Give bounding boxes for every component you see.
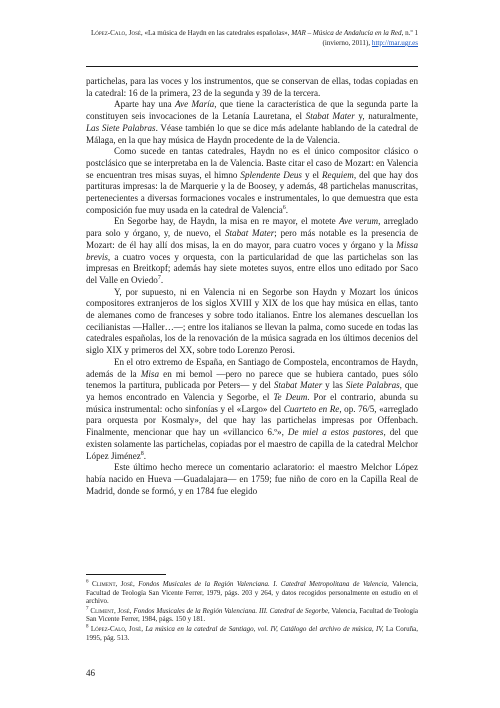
text-run: En el otro extremo de España, en Santiago de Compostela, encontramos de Haydn, además de la xyxy=(86,356,418,379)
footnotes xyxy=(86,580,418,643)
footnote-number: 6 xyxy=(86,579,89,585)
running-header xyxy=(86,28,418,48)
footnote-details: Valencia, Facultad de Teología San Vicente Ferrer, 1984, págs. 150 y 181. xyxy=(86,606,419,624)
text-run: , op. 76/5, «arreglado para orquesta por Kosmaly», del que hay las partichelas impresas por Offenbach. Finalmente, mencionar que hay un «villancico 6.º», xyxy=(86,403,419,438)
text-run: . xyxy=(143,450,147,461)
text-run: . xyxy=(160,274,164,285)
header-link[interactable]: http://mar.ugr.es xyxy=(371,39,418,47)
italic-title: Missa brevis xyxy=(86,239,418,262)
italic-title: Stabat Mater xyxy=(224,228,275,239)
paragraph-3 xyxy=(86,146,418,216)
text-run: . Véase también lo que se dice más adelante hablando de la catedral de Málaga, en la que hay música de Haydn procedente de la de Valencia. xyxy=(86,122,419,145)
italic-title: Splendente Deus xyxy=(240,169,302,180)
text-run: Aparte hay una xyxy=(114,99,176,110)
text-run: y las xyxy=(322,380,346,391)
header-journal: MAR – Música de Andalucía en la Red xyxy=(291,29,402,37)
text-run: en mi bemol —pero no parece que se hubiera cantado, pues sólo tenemos la partitura, publicada por Peters— y del xyxy=(86,368,418,391)
footnote-ref[interactable]: 7 xyxy=(157,274,161,281)
text-run: y el xyxy=(301,169,322,180)
italic-title: Te Deum xyxy=(273,391,308,402)
text-run: , del que hay dos partituras impresas: la de Marquerie y la de Boosey, y además, 48 partichelas manuscritas, pertenecientes a diversas formaciones vocales e instrumentales, lo que demuestra que esta composición fue muy usada en la catedral de Valencia xyxy=(86,169,418,215)
footnote-ref[interactable]: 6 xyxy=(282,204,286,211)
text-run: , que tiene la característica de que la segunda parte la constituyen seis invocaciones de la Letanía Lauretana, el xyxy=(86,99,418,122)
footnote-ref[interactable]: 8 xyxy=(140,450,144,457)
text-run: y, naturalmente, xyxy=(354,111,418,122)
paragraph-6 xyxy=(86,357,418,462)
italic-title: Las Siete Palabras xyxy=(86,122,156,133)
header-article-title: «La música de Haydn en las catedrales españolas», xyxy=(142,29,292,37)
italic-title: Ave María xyxy=(175,99,215,110)
footnote-number: 8 xyxy=(86,624,89,630)
text-run: . xyxy=(285,204,289,215)
page-number: 46 xyxy=(86,668,95,678)
italic-title: Stabat Mater xyxy=(305,111,355,122)
text-run: ; pero más notable es la presencia de Mozart: de él hay allí dos misas, la en do mayor, para cuatro voces y órgano y la xyxy=(86,228,418,250)
italic-title: Siete Palabras xyxy=(345,380,400,391)
footnote-6 xyxy=(86,580,418,606)
footnote-details: La Coruña, 1995, pág. 513. xyxy=(86,624,418,642)
header-rule xyxy=(86,66,418,67)
italic-title: Ave verum xyxy=(338,216,379,227)
footnote-title: La música en la catedral de Santiago, vol. IV, Catálogo del archivo de música, IV, xyxy=(142,624,384,633)
paragraph-4 xyxy=(86,216,418,286)
footnote-title: Fondos Musicales de la Región Valenciana. III. Catedral de Segorbe, xyxy=(131,606,330,615)
italic-title: Stabat Mater xyxy=(273,380,323,391)
text-run: Como sucede en tantas catedrales, Haydn no es el único compositor clásico o postclásico que se interpretaba en la de Valencia. Baste citar el caso de Mozart: en Valencia se encuentran tres misas suyas, el himno xyxy=(86,146,418,180)
header-author: López-Calo, José, xyxy=(90,29,143,37)
header-issue: , n.º 1 (invierno, 2011), xyxy=(322,29,418,47)
footnote-details: Valencia, Facultad de Teología San Vicente Ferrer, 1979, págs. 203 y 264, y datos recogidos personalmente en estudio en el archivo. xyxy=(86,580,419,606)
paragraph-7: Este último hecho merece un comentario aclaratorio: el maestro Melchor López había nacido en Hueva —Guadalajara— en 1759; fue niño de coro en la Capilla Real de Madrid, donde se formó, y en 1784 fue elegido xyxy=(86,462,418,496)
italic-title: De miel a estos pastores xyxy=(287,427,384,438)
text-run: . Por el contrario, abunda su música instrumental: ocho sinfonías y el «Largo» del xyxy=(86,391,419,414)
footnote-8 xyxy=(86,625,418,642)
text-run: , que ya hemos encontrado en Valencia y Segorbe, el xyxy=(86,380,418,402)
text-run: , a cuatro voces y orquesta, con la particularidad de que las partichelas son las impresas en Breitkopf; además hay siete motetes suyos, entre ellos uno editado por Saco del Valle en Oviedo xyxy=(86,251,418,285)
text-run: En Segorbe hay, de Haydn, la misa en re mayor, el motete xyxy=(114,216,339,227)
footnote-author: Climent, José, xyxy=(90,606,132,615)
paragraph-1: partichelas, para las voces y los instrumentos, que se conservan de ellas, todas copiadas en la catedral: 16 de la primera, 23 de la segunda y 39 de la tercera. xyxy=(86,76,418,98)
footnote-author: López-Calo, José, xyxy=(90,624,143,633)
footnote-7 xyxy=(86,607,418,624)
italic-title: Requiem xyxy=(322,169,354,180)
body-text xyxy=(86,76,418,497)
paragraph-5: Y, por supuesto, ni en Valencia ni en Segorbe son Haydn y Mozart los únicos compositores extranjeros de los siglos XVIII y XIX de los que hay música en ellas, tanto de alemanes como de franceses y sobre todo italianos. Entre los alemanes descuellan los cecilianistas —Haller…—; entre los italianos se llevan la palma, como sucede en todas las catedrales españolas, los de la renovación de la música sagrada en los últimos decenios del siglo XIX y primeros del XX, sobre todo Lorenzo Perosi. xyxy=(86,286,418,356)
paragraph-2 xyxy=(86,99,418,146)
footnote-rule xyxy=(86,574,166,575)
italic-title: Cuarteto en Re xyxy=(283,403,340,414)
footnote-author: Climent, José, xyxy=(92,580,135,588)
footnote-number: 7 xyxy=(86,606,89,612)
italic-title: Misa xyxy=(140,368,160,379)
footnote-title: Fondos Musicales de la Región Valenciana. I. Catedral Metropolitana de Valencia, xyxy=(134,580,389,588)
text-run: , arreglado para solo y órgano, y, de nuevo, el xyxy=(86,216,419,239)
text-run: , del que existen solamente las partichelas, copiadas por el maestro de capilla de la catedral Melchor López Jiménez xyxy=(86,427,418,461)
